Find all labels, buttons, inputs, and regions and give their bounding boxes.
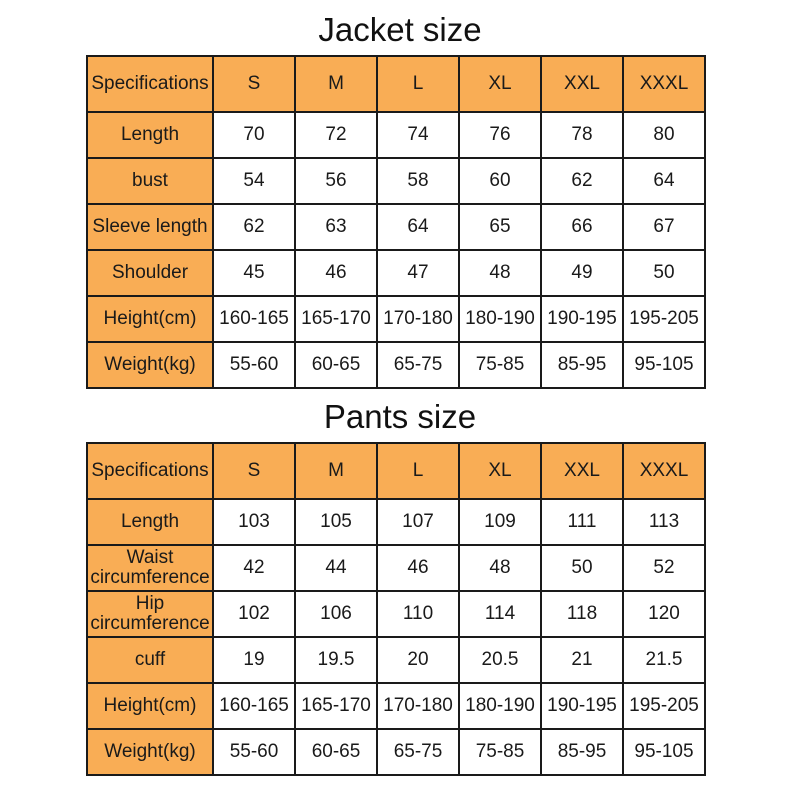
table-cell: 102 [213,591,295,637]
table-cell: 46 [295,250,377,296]
table-cell: 106 [295,591,377,637]
table-cell: 66 [541,204,623,250]
row-label: Waist circumference [87,545,213,591]
table-cell: 56 [295,158,377,204]
header-cell-size: XL [459,56,541,112]
table-cell: 67 [623,204,705,250]
table-row [87,591,705,637]
table-cell: 62 [541,158,623,204]
row-label: Weight(kg) [87,342,213,388]
header-cell-size: XXXL [623,56,705,112]
table-cell: 165-170 [295,683,377,729]
table-cell: 113 [623,499,705,545]
row-label: cuff [87,637,213,683]
table-cell: 65-75 [377,729,459,775]
table-cell: 195-205 [623,683,705,729]
table-cell: 21 [541,637,623,683]
table-cell: 46 [377,545,459,591]
header-cell-size: XXXL [623,443,705,499]
table-row [87,637,705,683]
table-cell: 54 [213,158,295,204]
table-row [87,729,705,775]
table-cell: 190-195 [541,683,623,729]
table-cell: 95-105 [623,729,705,775]
row-label: Height(cm) [87,683,213,729]
table-cell: 60-65 [295,729,377,775]
table-cell: 55-60 [213,342,295,388]
table-cell: 76 [459,112,541,158]
table-cell: 110 [377,591,459,637]
table-cell: 50 [623,250,705,296]
table-row [87,204,705,250]
header-cell-size: S [213,443,295,499]
jacket-size-title: Jacket size [318,11,482,48]
table-cell: 105 [295,499,377,545]
header-cell-size: XXL [541,443,623,499]
row-label: Hip circumference [87,591,213,637]
table-cell: 85-95 [541,729,623,775]
table-cell: 95-105 [623,342,705,388]
row-label: Height(cm) [87,296,213,342]
table-cell: 195-205 [623,296,705,342]
header-cell-size: XXL [541,56,623,112]
header-cell-size: L [377,443,459,499]
table-cell: 20.5 [459,637,541,683]
table-cell: 107 [377,499,459,545]
row-label: bust [87,158,213,204]
table-cell: 180-190 [459,683,541,729]
table-row [87,296,705,342]
table-cell: 65-75 [377,342,459,388]
table-cell: 44 [295,545,377,591]
table-cell: 75-85 [459,729,541,775]
table-cell: 75-85 [459,342,541,388]
table-cell: 64 [623,158,705,204]
table-cell: 170-180 [377,683,459,729]
pants-size-title: Pants size [323,398,477,435]
table-row [87,158,705,204]
table-row [87,683,705,729]
table-cell: 45 [213,250,295,296]
table-cell: 55-60 [213,729,295,775]
table-cell: 19 [213,637,295,683]
table-cell: 47 [377,250,459,296]
table-row [87,499,705,545]
header-cell-size: M [295,443,377,499]
header-cell-specifications: Specifications [87,443,213,499]
table-cell: 78 [541,112,623,158]
table-cell: 48 [459,250,541,296]
table-cell: 70 [213,112,295,158]
table-cell: 165-170 [295,296,377,342]
table-cell: 120 [623,591,705,637]
table-cell: 48 [459,545,541,591]
table-cell: 21.5 [623,637,705,683]
row-label: Length [87,499,213,545]
table-cell: 60 [459,158,541,204]
table-cell: 60-65 [295,342,377,388]
table-row [87,112,705,158]
table-cell: 190-195 [541,296,623,342]
header-cell-size: M [295,56,377,112]
table-cell: 19.5 [295,637,377,683]
table-cell: 50 [541,545,623,591]
header-cell-specifications: Specifications [87,56,213,112]
pants-size-table [86,442,706,776]
table-cell: 62 [213,204,295,250]
table-cell: 20 [377,637,459,683]
table-cell: 180-190 [459,296,541,342]
table-cell: 74 [377,112,459,158]
header-cell-size: S [213,56,295,112]
table-cell: 103 [213,499,295,545]
table-cell: 52 [623,545,705,591]
table-row [87,545,705,591]
header-cell-size: L [377,56,459,112]
table-header-row [87,56,705,112]
table-cell: 58 [377,158,459,204]
table-header-row [87,443,705,499]
table-cell: 49 [541,250,623,296]
jacket-size-table [86,55,706,389]
table-row [87,342,705,388]
table-cell: 63 [295,204,377,250]
row-label: Sleeve length [87,204,213,250]
table-cell: 160-165 [213,683,295,729]
table-cell: 72 [295,112,377,158]
table-cell: 160-165 [213,296,295,342]
table-cell: 111 [541,499,623,545]
table-cell: 42 [213,545,295,591]
table-cell: 118 [541,591,623,637]
table-row [87,250,705,296]
table-cell: 114 [459,591,541,637]
table-cell: 80 [623,112,705,158]
row-label: Weight(kg) [87,729,213,775]
row-label: Shoulder [87,250,213,296]
table-cell: 64 [377,204,459,250]
header-cell-size: XL [459,443,541,499]
table-cell: 170-180 [377,296,459,342]
table-cell: 65 [459,204,541,250]
table-cell: 85-95 [541,342,623,388]
row-label: Length [87,112,213,158]
table-cell: 109 [459,499,541,545]
